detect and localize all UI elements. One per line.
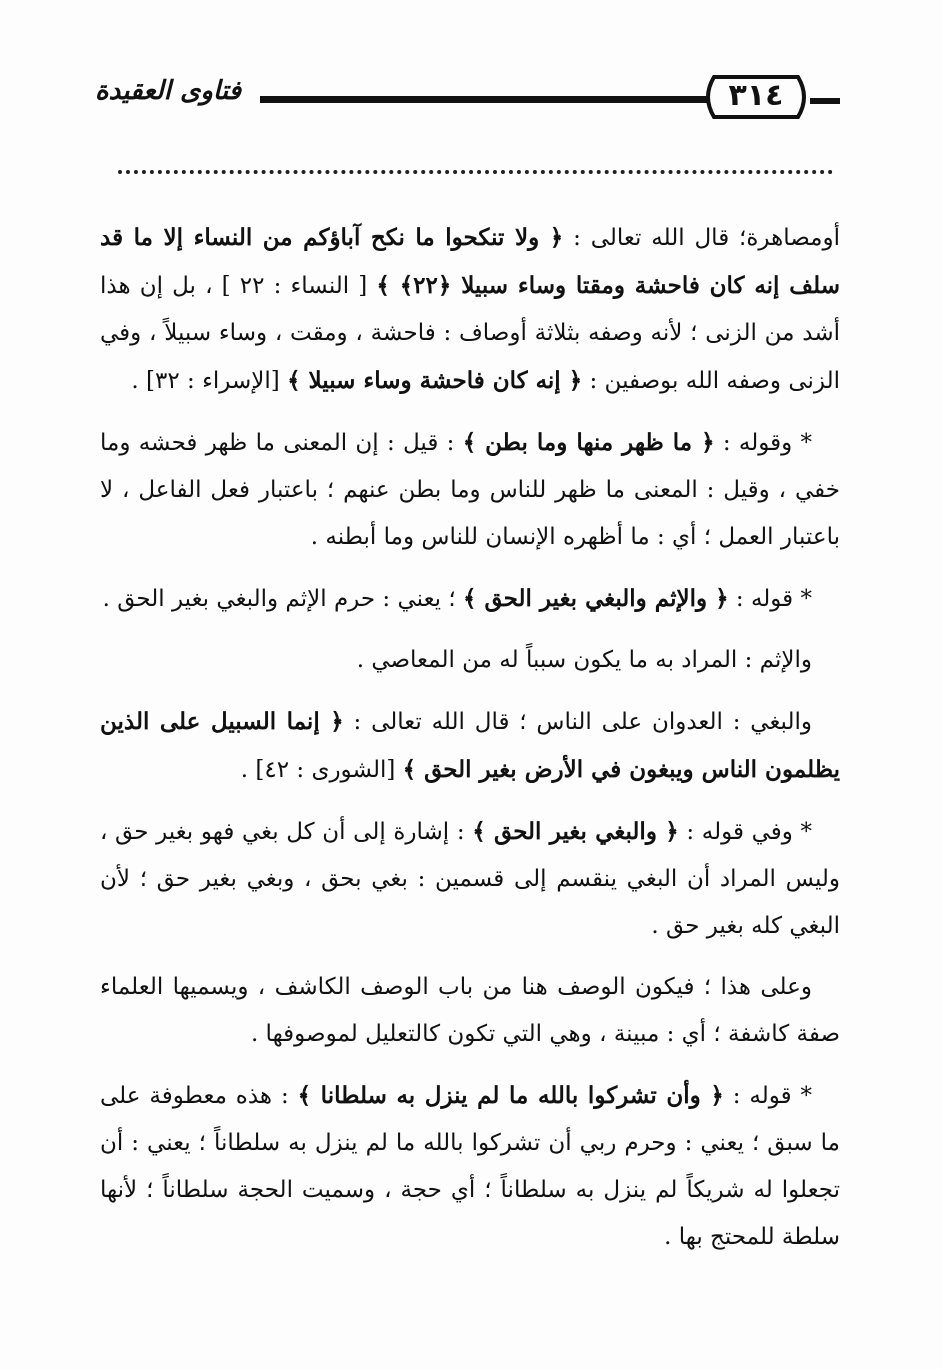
text-run: : هذه معطوفة على ما سبق ؛ يعني : وحرم ربي أن تشركوا بالله ما لم ينزل به سلطاناً ؛ يعني : أن تجعلوا له شريكاً لم ينزل به سلطاناً ؛ أي حجة ، وسميت الحجة سلطاناً ؛ لأنها سلطة للمحتج بها . bbox=[100, 1083, 840, 1250]
header-dotted-divider bbox=[118, 170, 833, 174]
page-number-frame bbox=[700, 74, 812, 120]
text-run: [الإسراء : ٣٢] . bbox=[131, 368, 288, 394]
text-run: [الشورى : ٤٢] . bbox=[240, 757, 403, 783]
page-header bbox=[95, 74, 840, 130]
header-rule-tail bbox=[810, 98, 840, 104]
body-text bbox=[100, 214, 840, 1275]
paragraph bbox=[100, 808, 840, 950]
text-run: * وقوله : bbox=[714, 430, 812, 456]
paragraph bbox=[100, 1072, 840, 1261]
text-run: * قوله : bbox=[728, 586, 812, 612]
quran-quote: ﴿ والإثم والبغي بغير الحق ﴾ bbox=[463, 585, 729, 612]
text-run: [ النساء : ٢٢ ] ، بل إن هذا أشد من الزنى ؛ لأنه وصفه بثلاثة أوصاف : فاحشة ، ومقت ، وساء سبيلاً ، وفي الزنى وصفه الله بوصفين : bbox=[100, 273, 840, 394]
quran-quote: ﴿ والبغي بغير الحق ﴾ bbox=[472, 818, 679, 845]
text-run: * وفي قوله : bbox=[678, 819, 812, 845]
paragraph bbox=[100, 575, 840, 623]
quran-quote: ﴿ وأن تشركوا بالله ما لم ينزل به سلطانا ﴾ bbox=[297, 1082, 724, 1109]
page-number: ٣١٤ bbox=[728, 78, 784, 113]
paragraph bbox=[100, 214, 840, 405]
quran-quote: ﴿ ما ظهر منها وما بطن ﴾ bbox=[462, 429, 715, 456]
text-run: : قيل : إن المعنى ما ظهر فحشه وما خفي ، وقيل : المعنى ما ظهر للناس وما بطن عنهم ؛ باعتبار فعل الفاعل ، لا باعتبار العمل ؛ أي : ما أظهره الإنسان للناس وما أبطنه . bbox=[100, 430, 840, 550]
quran-quote: ﴿ ولا تنكحوا ما نكح آباؤكم من النساء إلا ما قد سلف إنه كان فاحشة ومقتا وساء سبيلا ﴿٢٢﴾ ﴾ bbox=[100, 224, 840, 299]
text-run: أومصاهرة؛ قال الله تعالى : bbox=[563, 225, 840, 251]
text-run: * قوله : bbox=[723, 1083, 812, 1109]
text-run: والبغي : العدوان على الناس ؛ قال الله تعالى : bbox=[343, 709, 812, 735]
text-run: والإثم : المراد به ما يكون سبباً له من المعاصي . bbox=[356, 647, 812, 673]
header-rule bbox=[260, 96, 710, 103]
paragraph bbox=[100, 698, 840, 794]
paragraph bbox=[100, 419, 840, 561]
text-run: : إشارة إلى أن كل بغي فهو بغير حق ، وليس المراد أن البغي ينقسم إلى قسمين : بغي بحق ، وبغي بغير حق ؛ لأن البغي كله بغير حق . bbox=[100, 819, 840, 939]
quran-quote: ﴿ إنه كان فاحشة وساء سبيلا ﴾ bbox=[287, 367, 583, 394]
text-run: ؛ يعني : حرم الإثم والبغي بغير الحق . bbox=[102, 586, 464, 612]
text-run: وعلى هذا ؛ فيكون الوصف هنا من باب الوصف الكاشف ، ويسميها العلماء صفة كاشفة ؛ أي : مبينة ، وهي التي تكون كالتعليل لموصوفها . bbox=[100, 974, 840, 1047]
quran-quote: ﴿ إنما السبيل على الذين يظلمون الناس ويبغون في الأرض بغير الحق ﴾ bbox=[100, 708, 840, 783]
book-title: فتاوى العقيدة bbox=[95, 76, 242, 106]
paragraph bbox=[100, 964, 840, 1058]
paragraph bbox=[100, 637, 840, 684]
